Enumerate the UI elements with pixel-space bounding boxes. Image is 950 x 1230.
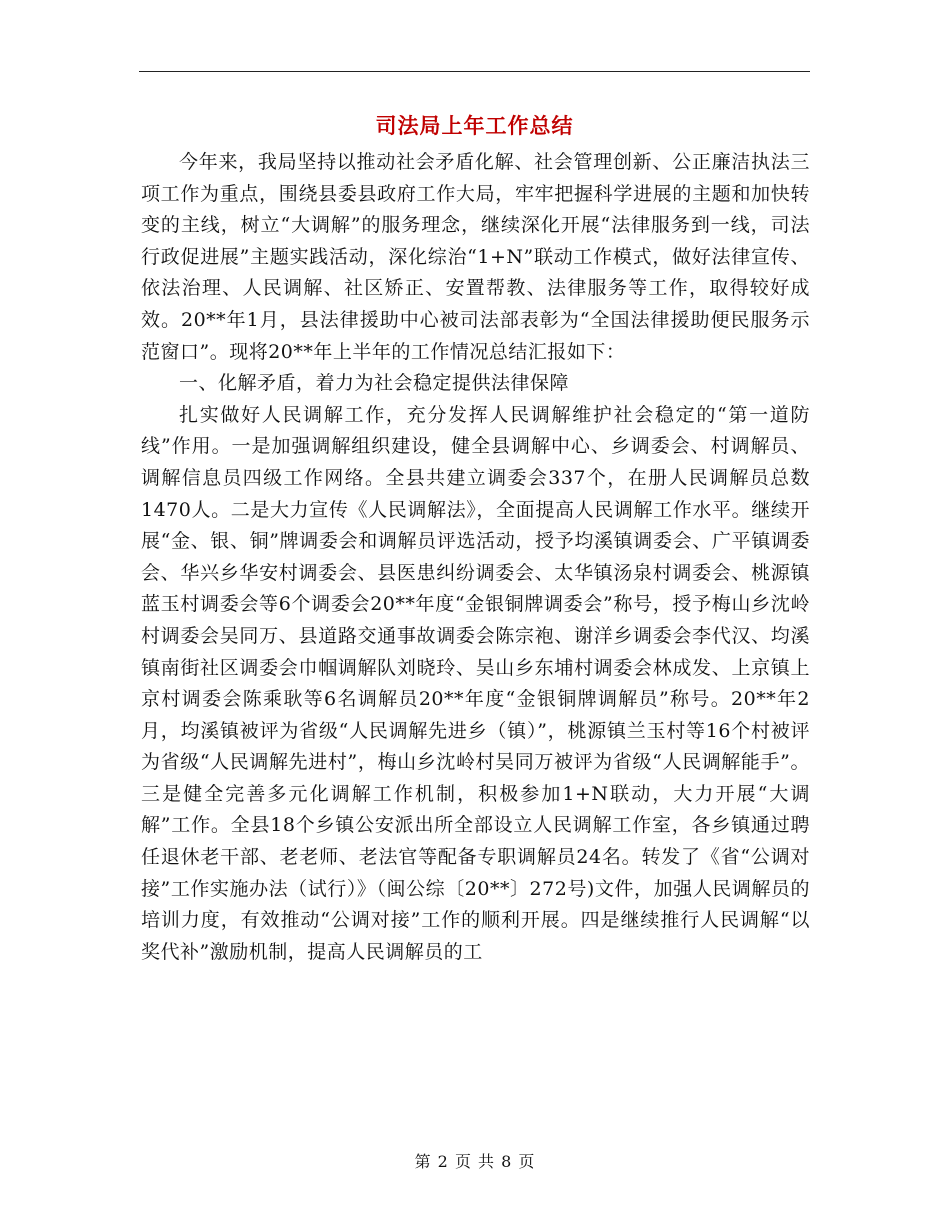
- page-number-footer: 第 2 页 共 8 页: [414, 1152, 536, 1171]
- section-heading: 一、化解矛盾，着力为社会稳定提供法律保障: [179, 372, 570, 395]
- document-body: [141, 147, 810, 968]
- mediation-paragraph: 扎实做好人民调解工作，充分发挥人民调解维护社会稳定的“第一道防线”作用。一是加强调解组织建设，健全县调解中心、乡调委会、村调解员、调解信息员四级工作网络。全县共建立调委会337个，在册人民调解员总数1470人。二是大力宣传《人民调解法》，全面提高人民调解工作水平。继续开展“金、银、铜”牌调委会和调解员评选活动，授予均溪镇调委会、广平镇调委会、华兴乡华安村调委会、县医患纠纷调委会、太华镇汤泉村调委会、桃源镇蓝玉村调委会等6个调委会20**年度“金银铜牌调委会”称号，授予梅山乡沈岭村调委会吴同万、县道路交通事故调委会陈宗袍、谢洋乡调委会李代汉、均溪镇南街社区调委会巾帼调解队刘晓玲、吴山乡东埔村调委会林成发、上京镇上京村调委会陈乘耿等6名调解员20**年度“金银铜牌调解员”称号。20**年2月，均溪镇被评为省级“人民调解先进乡（镇）”，桃源镇兰玉村等16个村被评为省级“人民调解先进村”，梅山乡沈岭村吴同万被评为省级“人民调解能手”。三是健全完善多元化调解工作机制，积极参加1+N联动，大力开展“大调解”工作。全县18个乡镇公安派出所全部设立人民调解工作室，各乡镇通过聘任退休老干部、老老师、老法官等配备专职调解员24名。转发了《省“公调对接”工作实施办法（试行）》（闽公综〔20**〕272号)文件，加强人民调解员的培训力度，有效推动“公调对接”工作的顺利开展。四是继续推行人民调解“以奖代补”激励机制，提高人民调解员的工: [141, 403, 810, 963]
- intro-paragraph: 今年来，我局坚持以推动社会矛盾化解、社会管理创新、公正廉洁执法三项工作为重点，围绕县委县政府工作大局，牢牢把握科学进展的主题和加快转变的主线，树立“大调解”的服务理念，继续深化开展“法律服务到一线，司法行政促进展”主题实践活动，深化综治“1+N”联动工作模式，做好法律宣传、依法治理、人民调解、社区矫正、安置帮教、法律服务等工作，取得较好成效。20**年1月，县法律援助中心被司法部表彰为“全国法律援助便民服务示范窗口”。现将20**年上半年的工作情况总结汇报如下：: [141, 151, 810, 363]
- document-title: 司法局上年工作总结: [375, 114, 574, 138]
- header-rule: [139, 71, 810, 72]
